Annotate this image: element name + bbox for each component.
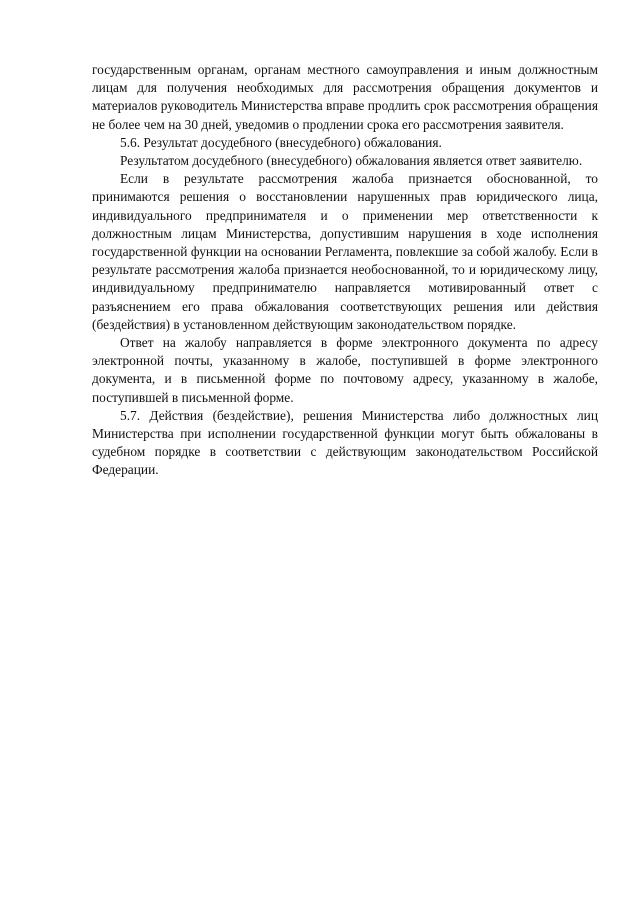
paragraph-section-5-7: 5.7. Действия (бездействие), решения Министерства либо должностных лиц Министерства при исполнении государственной функции могут быть обжалованы в судебном порядке в соответствии с действующим законодательством Российской Федерации. [92,407,598,478]
paragraph-result: Результатом досудебного (внесудебного) обжалования является ответ заявителю. [120,153,583,169]
document-page [92,61,598,480]
paragraph-continuation: государственным органам, органам местного самоуправления и иным должностным лицам для получения необходимых для рассмотрения обращения документов и материалов руководитель Министерства вправе продлить срок рассмотрения обращения не более чем на 30 дней, уведомив о продлении срока его рассмотрения заявителя. [92,62,598,132]
paragraph-response-form: Ответ на жалобу направляется в форме электронного документа по адресу электронной почты, указанному в жалобе, поступившей в форме электронного документа, и в письменной форме по почтовому адресу, указанному в жалобе, поступившей в письменной форме. [92,335,598,405]
paragraph-complaint-decision: Если в результате рассмотрения жалоба признается обоснованной, то принимаются решения о восстановлении нарушенных прав юридического лица, индивидуального предпринимателя и о применении мер ответственности к должностным лицам Министерства, допустившим нарушения в ходе исполнения государственной функции на основании Регламента, повлекшие за собой жалобу. Если в результате рассмотрения жалоба признается необоснованной, то и юридическому лицу, индивидуальному предпринимателю направляется мотивированный ответ с разъяснением его права обжалования соответствующих решения или действия (бездействия) в установленном действующим законодательством порядке. [92,171,598,332]
paragraph-section-5-6-heading: 5.6. Результат досудебного (внесудебного) обжалования. [120,134,442,150]
